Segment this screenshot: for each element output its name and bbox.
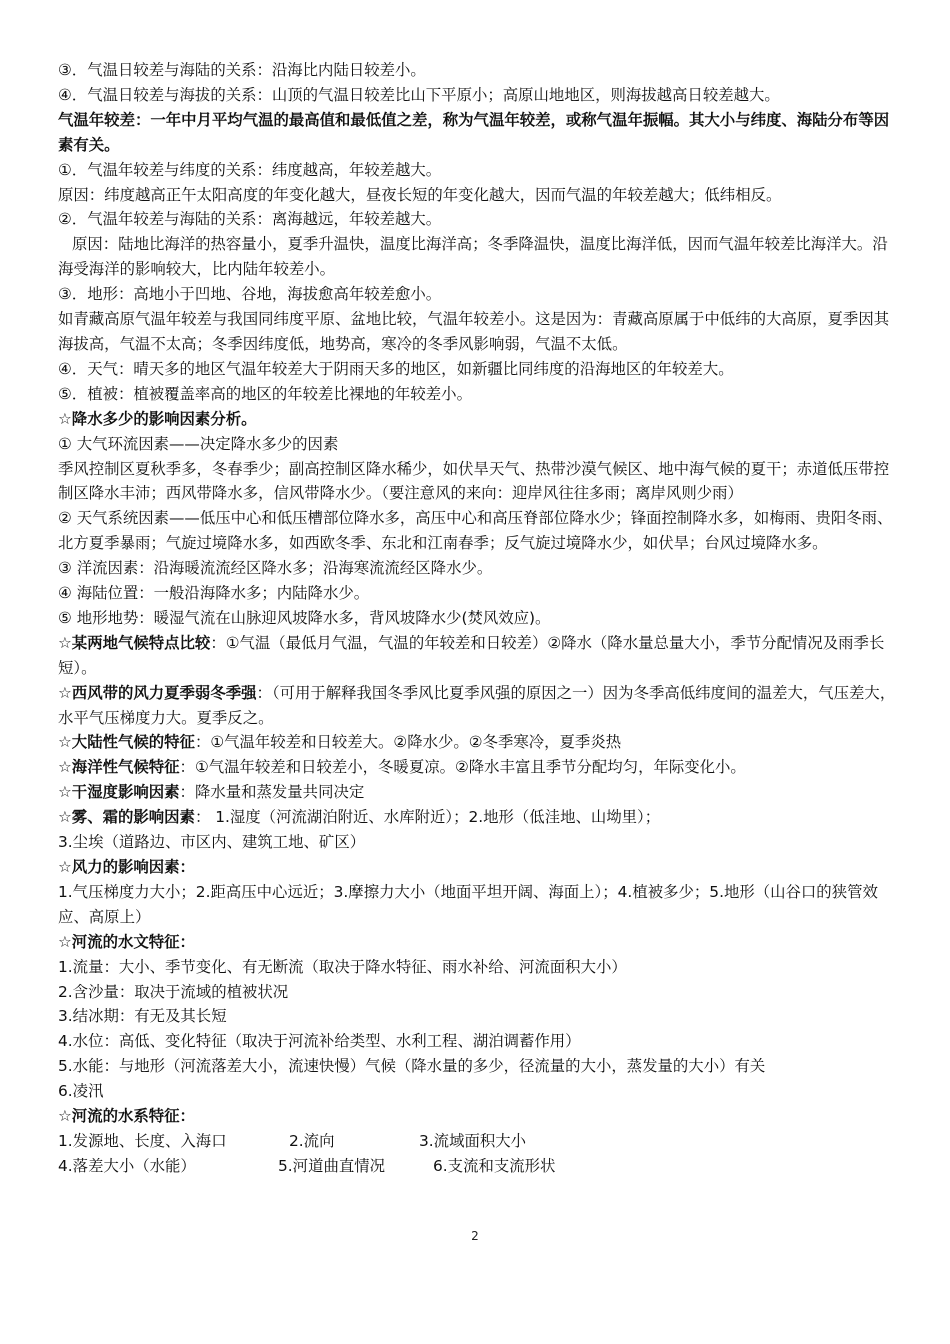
text-line: 3.尘埃（道路边、市区内、建筑工地、矿区）: [58, 833, 366, 852]
inline-body: ： 1.湿度（河流湖泊附近、水库附近）；2.地形（低洼地、山坳里）；: [194, 808, 661, 827]
section-heading: 气温年较差：一年中月平均气温的最高值和最低值之差，称为气温年较差，或称气温年振幅。其大小与纬度、海陆分布等因素有关。: [58, 110, 890, 154]
text-line: ②．气温年较差与海陆的关系：离海越远，年较差越大。: [58, 210, 442, 229]
text-paragraph: 1.气压梯度力大小；2.距高压中心远近；3.摩擦力大小（地面平坦开阔、海面上）；4.植被多少；5.地形（山谷口的狭管效应、高原上）: [58, 882, 878, 926]
inline-body: ：①气温（最低月气温，气温的年较差和日较差）②降水（降水量总量大小，季节分配情况及雨季长短）。: [58, 633, 885, 677]
feature-item: 3.流域面积大小: [419, 1131, 527, 1150]
text-paragraph: ② 天气系统因素——低压中心和低压槽部位降水多，高压中心和高压脊部位降水少；锋面控制降水多，如梅雨、贵阳冬雨、北方夏季暴雨；气旋过境降水多，如西欧冬季、东北和江南春季；反气旋过境降水少，如伏旱；台风过境降水多。: [58, 509, 893, 553]
text-paragraph: [58, 631, 900, 681]
section-heading: ☆河流的水文特征：: [58, 932, 195, 951]
section-heading: ☆降水多少的影响因素分析。: [58, 409, 257, 428]
text-line: ① 大气环流因素——决定降水多少的因素: [58, 434, 339, 453]
page-number: 2: [471, 1229, 479, 1243]
inline-body: ：①气温年较差和日较差大。②降水少。②冬季寒冷，夏季炎热: [194, 733, 622, 752]
text-line: ①．气温年较差与纬度的关系：纬度越高，年较差越大。: [58, 160, 442, 179]
text-line: 2.含沙量：取决于流域的植被状况: [58, 982, 289, 1001]
section-heading: ☆风力的影响因素：: [58, 858, 195, 876]
inline-heading: ☆干湿度影响因素: [58, 783, 180, 802]
text-line: ⑤ 地形地势：暖湿气流在山脉迎风坡降水多，背风坡降水少(焚风效应)。: [58, 608, 551, 627]
feature-item: 4.落差大小（水能）: [58, 1156, 196, 1175]
text-line: 6.凌汛: [58, 1082, 104, 1101]
inline-body: ：（可用于解释我国冬季风比夏季风强的原因之一）因为冬季高低纬度间的温差大，气压差大，水平气压梯度力大。夏季反之。: [58, 683, 896, 727]
feature-item: 2.流向: [289, 1131, 335, 1150]
feature-item: 6.支流和支流形状: [433, 1156, 556, 1175]
section-heading: ☆河流的水系特征：: [58, 1107, 195, 1126]
inline-heading: ☆雾、霜的影响因素: [58, 808, 195, 827]
text-line: ③ 洋流因素：沿海暖流流经区降水多；沿海寒流流经区降水少。: [58, 559, 493, 578]
text-line: 原因：纬度越高正午太阳高度的年变化越大，昼夜长短的年变化越大，因而气温的年较差越大；低纬相反。: [58, 185, 782, 204]
text-line: [58, 780, 900, 805]
text-line: ④．天气：晴天多的地区气温年较差大于阴雨天多的地区，如新疆比同纬度的沿海地区的年较差大。: [58, 359, 734, 378]
text-line: [58, 755, 900, 780]
feature-item: 5.河道曲直情况: [278, 1156, 386, 1175]
inline-heading: ☆海洋性气候特征: [58, 758, 180, 777]
text-line: ③．气温日较差与海陆的关系：沿海比内陆日较差小。: [58, 61, 426, 79]
text-paragraph: 季风控制区夏秋季多，冬春季少；副高控制区降水稀少，如伏旱天气、热带沙漠气候区、地中海气候的夏干；赤道低压带控制区降水丰沛；西风带降水多，信风带降水少。（要注意风的来向：迎岸风往往多雨；离岸风则少雨）: [58, 459, 890, 503]
inline-heading: ☆西风带的风力夏季弱冬季强: [58, 683, 257, 702]
feature-row: [58, 1154, 900, 1179]
inline-heading: ☆某两地气候特点比较: [58, 633, 211, 652]
document-body: [58, 58, 900, 1179]
text-line: ④．气温日较差与海拔的关系：山顶的气温日较差比山下平原小；高原山地地区，则海拔越高日较差越大。: [58, 85, 780, 104]
text-paragraph: [58, 681, 900, 731]
text-line: [58, 805, 900, 830]
text-line: ⑤．植被：植被覆盖率高的地区的年较差比裸地的年较差小。: [58, 384, 472, 403]
text-line: ④ 海陆位置：一般沿海降水多；内陆降水少。: [58, 584, 370, 603]
text-paragraph: [58, 232, 900, 282]
feature-item: 1.发源地、长度、入海口: [58, 1131, 227, 1150]
text-line: [58, 730, 900, 755]
feature-row: [58, 1129, 900, 1154]
text-line: ③．地形：高地小于凹地、谷地，海拔愈高年较差愈小。: [58, 285, 442, 304]
inline-body: ：①气温年较差和日较差小，冬暖夏凉。②降水丰富且季节分配均匀，年际变化小。: [179, 758, 746, 777]
text-paragraph: 如青藏高原气温年较差与我国同纬度平原、盆地比较，气温年较差小。这是因为：青藏高原属于中低纬的大高原，夏季因其海拔高，气温不太高；冬季因纬度低，地势高，寒冷的冬季风影响弱，气温不太低。: [58, 310, 890, 353]
text-line: 5.水能：与地形（河流落差大小，流速快慢）气候（降水量的多少，径流量的大小，蒸发量的大小）有关: [58, 1057, 766, 1076]
text-paragraph-content: 原因：陆地比海洋的热容量小，夏季升温快，温度比海洋高；冬季降温快，温度比海洋低，因而气温年较差比海洋大。沿海受海洋的影响较大，比内陆年较差小。: [58, 235, 888, 279]
inline-body: ：降水量和蒸发量共同决定: [179, 783, 365, 802]
text-line: 3.结冰期：有无及其长短: [58, 1007, 227, 1026]
text-line: 4.水位：高低、变化特征（取决于河流补给类型、水利工程、湖泊调蓄作用）: [58, 1032, 581, 1051]
text-line: 1.流量：大小、季节变化、有无断流（取决于降水特征、雨水补给、河流面积大小）: [58, 957, 627, 976]
inline-heading: ☆大陆性气候的特征: [58, 733, 195, 752]
